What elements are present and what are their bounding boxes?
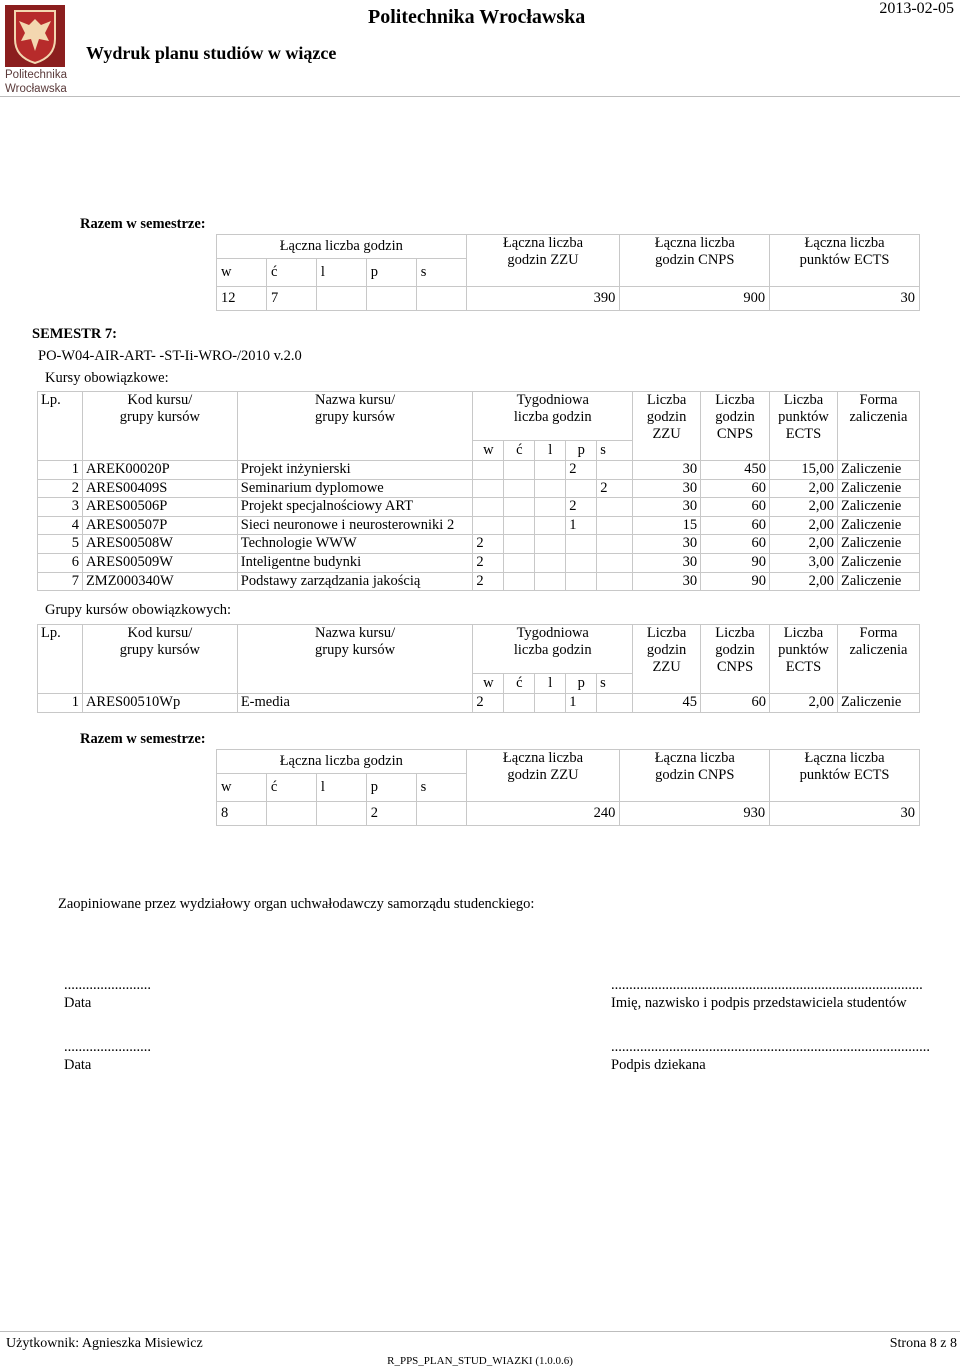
row-c: [504, 516, 535, 535]
total-hours-header: Łączna liczba godzin: [217, 750, 467, 774]
p-col: p: [566, 441, 597, 461]
student-rep-dots: ......................................................................................: [611, 977, 923, 993]
row-l: [535, 553, 566, 572]
row-lp: 1: [38, 461, 83, 480]
mandatory-courses-table: [37, 391, 920, 591]
row-cnps: 60: [701, 694, 770, 713]
row-name: Projekt specjalnościowy ART: [237, 498, 473, 517]
row-lp: 5: [38, 535, 83, 554]
c-header: ć: [266, 259, 316, 287]
dean-label: Podpis dziekana: [611, 1057, 706, 1073]
row-ects: 2,00: [770, 516, 838, 535]
row-c: [504, 694, 535, 713]
row-lp: 2: [38, 479, 83, 498]
l-col: l: [535, 674, 566, 694]
mandatory-courses-label: Kursy obowiązkowe:: [45, 370, 169, 386]
row-p: [566, 553, 597, 572]
weekly-hours-header: Tygodniowa liczba godzin: [473, 625, 633, 674]
code-header: Kod kursu/ grupy kursów: [82, 625, 237, 694]
row-name: Inteligentne budynki: [237, 553, 473, 572]
footer-report-code: R_PPS_PLAN_STUD_WIAZKI (1.0.0.6): [387, 1355, 573, 1367]
cnps-header: Łączna liczba godzin CNPS: [620, 750, 770, 802]
lp-header: Lp.: [38, 625, 83, 694]
row-zzu: 30: [633, 553, 701, 572]
row-w: 2: [473, 553, 504, 572]
form-col-header: Forma zaliczenia: [837, 392, 919, 461]
row-ects: 2,00: [769, 694, 837, 713]
row-c: [504, 535, 535, 554]
row-s: [597, 694, 633, 713]
row-code: ARES00409S: [82, 479, 237, 498]
s-header: s: [416, 774, 466, 802]
w-col: w: [473, 674, 504, 694]
dean-signature: [611, 1038, 930, 1074]
l-col: l: [535, 441, 566, 461]
print-date: 2013-02-05: [879, 0, 954, 17]
sum-s: [416, 287, 466, 311]
date-dots-1: ........................: [64, 977, 151, 993]
row-lp: 1: [38, 694, 83, 713]
logo-text-1: Politechnika: [5, 69, 68, 81]
sum-s: [416, 802, 466, 826]
row-cnps: 90: [701, 572, 770, 591]
row-name: Technologie WWW: [237, 535, 473, 554]
opinion-text: Zaopiniowane przez wydziałowy organ uchwałodawczy samorządu studenckiego:: [58, 896, 535, 912]
university-logo: [5, 5, 67, 95]
row-s: [597, 553, 633, 572]
row-name: Podstawy zarządzania jakością: [237, 572, 473, 591]
date-label-1: Data: [64, 995, 92, 1011]
l-header: l: [316, 259, 366, 287]
row-c: [504, 553, 535, 572]
row-code: ARES00507P: [82, 516, 237, 535]
dean-dots: ........................................................................................: [611, 1039, 930, 1055]
row-name: Seminarium dyplomowe: [237, 479, 473, 498]
row-p: 1: [566, 694, 597, 713]
row-zzu: 30: [633, 535, 701, 554]
zzu-col-header: Liczba godzin ZZU: [633, 625, 701, 694]
row-s: [597, 572, 633, 591]
row-l: [535, 461, 566, 480]
row-cnps: 90: [701, 553, 770, 572]
row-ects: 3,00: [770, 553, 838, 572]
c-header: ć: [266, 774, 316, 802]
logo-text-2: Wrocławska: [5, 83, 67, 95]
row-c: [504, 498, 535, 517]
row-p: 2: [566, 461, 597, 480]
c-col: ć: [504, 674, 535, 694]
row-code: ZMZ000340W: [82, 572, 237, 591]
weekly-hours-header: Tygodniowa liczba godzin: [473, 392, 633, 441]
ects-header: Łączna liczba punktów ECTS: [770, 750, 920, 802]
sum-cnps: 930: [620, 802, 770, 826]
date-field-2: [64, 1038, 151, 1074]
p-header: p: [366, 774, 416, 802]
lp-header: Lp.: [38, 392, 83, 461]
row-form: Zaliczenie: [837, 516, 919, 535]
row-form: Zaliczenie: [837, 553, 919, 572]
row-s: [597, 498, 633, 517]
cnps-col-header: Liczba godzin CNPS: [701, 392, 770, 461]
summary-heading-2: Razem w semestrze:: [80, 731, 206, 747]
table-row: [38, 535, 920, 554]
zzu-col-header: Liczba godzin ZZU: [633, 392, 701, 461]
cnps-col-header: Liczba godzin CNPS: [701, 625, 770, 694]
footer-page-number: Strona 8 z 8: [889, 1336, 957, 1351]
code-header: Kod kursu/ grupy kursów: [82, 392, 237, 461]
summary-heading-1: Razem w semestrze:: [80, 216, 206, 232]
sum-cnps: 900: [620, 287, 770, 311]
row-ects: 2,00: [770, 498, 838, 517]
row-cnps: 450: [701, 461, 770, 480]
s-header: s: [416, 259, 466, 287]
ects-col-header: Liczba punktów ECTS: [769, 625, 837, 694]
footer-user: Użytkownik: Agnieszka Misiewicz: [6, 1336, 203, 1351]
row-cnps: 60: [701, 498, 770, 517]
total-hours-header: Łączna liczba godzin: [217, 235, 467, 259]
row-l: [535, 694, 566, 713]
sum-l: [316, 802, 366, 826]
row-code: ARES00510Wp: [82, 694, 237, 713]
row-p: 2: [566, 498, 597, 517]
row-p: [566, 535, 597, 554]
w-header: w: [217, 774, 267, 802]
row-zzu: 30: [633, 461, 701, 480]
semester-title: SEMESTR 7:: [32, 326, 118, 342]
plan-code: PO-W04-AIR-ART- -ST-Ii-WRO-/2010 v.2.0: [38, 348, 302, 364]
footer-divider: [0, 1331, 960, 1332]
form-col-header: Forma zaliczenia: [837, 625, 919, 694]
table-row: [38, 479, 920, 498]
sum-w: 8: [217, 802, 267, 826]
row-name: E-media: [237, 694, 473, 713]
summary-table-1: [216, 234, 920, 311]
row-code: ARES00509W: [82, 553, 237, 572]
row-form: Zaliczenie: [837, 479, 919, 498]
table-row: [38, 498, 920, 517]
sum-c: [266, 802, 316, 826]
sum-p: [366, 287, 416, 311]
student-rep-label: Imię, nazwisko i podpis przedstawiciela studentów: [611, 995, 907, 1011]
row-ects: 2,00: [770, 535, 838, 554]
sum-ects: 30: [770, 287, 920, 311]
row-cnps: 60: [701, 479, 770, 498]
row-name: Sieci neuronowe i neurosterowniki 2: [237, 516, 473, 535]
row-form: Zaliczenie: [837, 535, 919, 554]
ects-header: Łączna liczba punktów ECTS: [770, 235, 920, 287]
row-p: [566, 572, 597, 591]
row-zzu: 15: [633, 516, 701, 535]
row-form: Zaliczenie: [837, 572, 919, 591]
row-l: [535, 572, 566, 591]
w-col: w: [473, 441, 504, 461]
student-rep-signature: [611, 976, 923, 1012]
row-lp: 6: [38, 553, 83, 572]
row-lp: 7: [38, 572, 83, 591]
c-col: ć: [504, 441, 535, 461]
zzu-header: Łączna liczba godzin ZZU: [466, 235, 620, 287]
row-p: [566, 479, 597, 498]
row-s: [597, 461, 633, 480]
row-ects: 15,00: [770, 461, 838, 480]
row-cnps: 60: [701, 516, 770, 535]
row-form: Zaliczenie: [837, 694, 919, 713]
date-label-2: Data: [64, 1057, 92, 1073]
l-header: l: [316, 774, 366, 802]
course-groups-label: Grupy kursów obowiązkowych:: [45, 602, 232, 618]
sum-ects: 30: [770, 802, 920, 826]
row-w: [473, 516, 504, 535]
w-header: w: [217, 259, 267, 287]
row-l: [535, 498, 566, 517]
row-ects: 2,00: [770, 572, 838, 591]
eagle-shield-icon: [5, 5, 65, 67]
row-c: [504, 461, 535, 480]
summary-table-2: [216, 749, 920, 826]
sum-w: 12: [217, 287, 267, 311]
row-w: 2: [473, 572, 504, 591]
table-row: [38, 572, 920, 591]
row-form: Zaliczenie: [837, 498, 919, 517]
name-header: Nazwa kursu/ grupy kursów: [237, 392, 473, 461]
row-lp: 3: [38, 498, 83, 517]
table-row: [38, 461, 920, 480]
row-zzu: 30: [633, 479, 701, 498]
row-code: AREK00020P: [82, 461, 237, 480]
cnps-header: Łączna liczba godzin CNPS: [620, 235, 770, 287]
sum-p: 2: [366, 802, 416, 826]
sum-zzu: 240: [466, 802, 620, 826]
date-dots-2: ........................: [64, 1039, 151, 1055]
row-p: 1: [566, 516, 597, 535]
row-name: Projekt inżynierski: [237, 461, 473, 480]
row-s: [597, 516, 633, 535]
row-c: [504, 479, 535, 498]
sum-l: [316, 287, 366, 311]
document-title: Wydruk planu studiów w wiązce: [86, 43, 337, 63]
p-col: p: [566, 674, 597, 694]
row-zzu: 30: [633, 498, 701, 517]
zzu-header: Łączna liczba godzin ZZU: [466, 750, 620, 802]
row-ects: 2,00: [770, 479, 838, 498]
row-zzu: 45: [633, 694, 701, 713]
table-row: [38, 516, 920, 535]
row-code: ARES00508W: [82, 535, 237, 554]
table-row: [38, 694, 920, 713]
row-w: [473, 479, 504, 498]
row-w: [473, 498, 504, 517]
course-groups-table: [37, 624, 920, 713]
row-zzu: 30: [633, 572, 701, 591]
row-l: [535, 535, 566, 554]
header-divider: [0, 96, 960, 97]
sum-c: 7: [266, 287, 316, 311]
row-cnps: 60: [701, 535, 770, 554]
sum-zzu: 390: [466, 287, 620, 311]
name-header: Nazwa kursu/ grupy kursów: [237, 625, 473, 694]
s-col: s: [597, 674, 633, 694]
row-lp: 4: [38, 516, 83, 535]
row-w: 2: [473, 694, 504, 713]
row-s: 2: [597, 479, 633, 498]
table-row: [38, 553, 920, 572]
row-l: [535, 516, 566, 535]
s-col: s: [597, 441, 633, 461]
ects-col-header: Liczba punktów ECTS: [770, 392, 838, 461]
university-name: Politechnika Wrocławska: [368, 6, 586, 28]
row-code: ARES00506P: [82, 498, 237, 517]
row-c: [504, 572, 535, 591]
row-form: Zaliczenie: [837, 461, 919, 480]
row-s: [597, 535, 633, 554]
row-l: [535, 479, 566, 498]
date-field-1: [64, 976, 151, 1012]
row-w: [473, 461, 504, 480]
row-w: 2: [473, 535, 504, 554]
p-header: p: [366, 259, 416, 287]
